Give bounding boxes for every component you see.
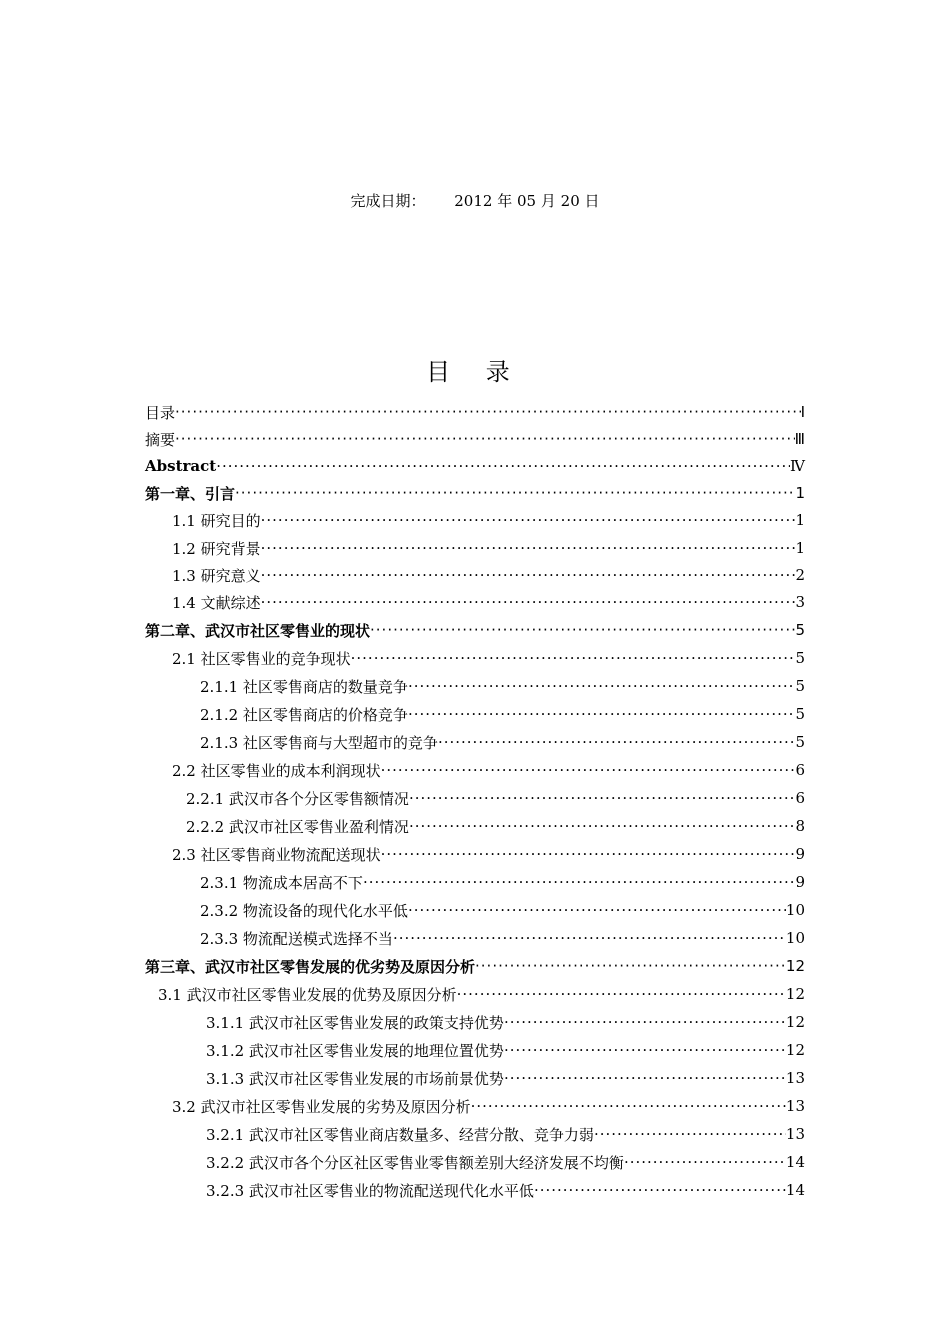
toc-entry-label: 1.3 研究意义 (172, 566, 261, 585)
toc-entry-label: 2.3 社区零售商业物流配送现状 (172, 845, 381, 864)
toc-entry[interactable] (206, 1176, 805, 1204)
toc-entry-label: 3.1.1 武汉市社区零售业发展的政策支持优势 (206, 1013, 504, 1032)
toc-entry[interactable] (206, 1008, 805, 1036)
toc-entry-label: 目录 (145, 403, 176, 422)
toc-entry-label: 2.2.2 武汉市社区零售业盈利情况 (186, 817, 409, 836)
completion-month-unit: 月 (540, 192, 556, 210)
toc-entry[interactable] (145, 616, 805, 644)
completion-date-label: 完成日期： (350, 192, 426, 210)
toc-entry-label: 2.3.3 物流配送模式选择不当 (200, 929, 393, 948)
toc-entry-label: 3.2 武汉市社区零售业发展的劣势及原因分析 (172, 1097, 471, 1116)
toc-entry-page: 10 (785, 901, 805, 919)
toc-entry-page: 12 (785, 1041, 805, 1059)
toc-entry-label: 2.1 社区零售业的竞争现状 (172, 649, 351, 668)
toc-entry-label: 2.2.1 武汉市各个分区零售额情况 (186, 789, 409, 808)
completion-date (0, 190, 950, 211)
toc-entry-page: 9 (795, 845, 805, 863)
toc-entry-page: Ⅲ (794, 430, 805, 448)
completion-year-unit: 年 (497, 192, 513, 210)
toc-entry-page: 1 (795, 484, 805, 502)
toc-entry[interactable] (200, 896, 805, 924)
toc-entry-page: 5 (795, 733, 805, 751)
toc-entry-page: 13 (785, 1069, 805, 1087)
toc-title: 目 录 (426, 358, 524, 386)
toc-entry[interactable] (200, 700, 805, 728)
toc-entry-page: 9 (795, 873, 805, 891)
toc-entry-page: 5 (795, 649, 805, 667)
toc-entry[interactable] (172, 840, 805, 868)
toc-entry[interactable] (206, 1064, 805, 1092)
toc-entry-page: 12 (785, 985, 805, 1003)
toc-entry-label: 2.1.2 社区零售商店的价格竞争 (200, 705, 408, 724)
toc-entry-page: 12 (785, 957, 805, 975)
toc-entry[interactable] (206, 1036, 805, 1064)
toc-entry-label: 3.1.2 武汉市社区零售业发展的地理位置优势 (206, 1041, 504, 1060)
toc-entry[interactable] (145, 952, 805, 980)
toc-entry[interactable] (172, 561, 805, 589)
toc-entry-label: 3.1.3 武汉市社区零售业发展的市场前景优势 (206, 1069, 504, 1088)
toc-entry[interactable] (200, 672, 805, 700)
toc-entry-label: 第二章、武汉市社区零售业的现状 (145, 621, 371, 640)
toc-entry-page: 5 (795, 677, 805, 695)
toc-entry[interactable] (206, 1120, 805, 1148)
toc-entry[interactable] (206, 1148, 805, 1176)
toc-entry-page: I (800, 403, 805, 421)
toc-entry-page: 5 (795, 705, 805, 723)
toc-entry-page: 5 (795, 621, 805, 639)
toc-entry[interactable] (172, 1092, 805, 1120)
toc-entry-page: 6 (795, 761, 805, 779)
toc-entry-page: 13 (785, 1097, 805, 1115)
toc-entry-label: 第一章、引言 (145, 484, 236, 503)
toc-entry-label: 2.3.1 物流成本居高不下 (200, 873, 363, 892)
toc-entry-label: 1.4 文献综述 (172, 593, 261, 612)
toc-entry-page: 13 (785, 1125, 805, 1143)
toc-entry-label: 摘要 (145, 430, 176, 449)
toc-entry[interactable] (200, 868, 805, 896)
completion-day-unit: 日 (584, 192, 600, 210)
toc-entry[interactable] (145, 452, 805, 480)
toc-entry-page: 14 (785, 1153, 805, 1171)
toc-entry[interactable] (145, 425, 805, 453)
toc-entry[interactable] (172, 644, 805, 672)
toc-entry-label: Abstract (145, 457, 217, 475)
toc-entry[interactable] (200, 728, 805, 756)
toc-entry[interactable] (145, 398, 805, 426)
completion-day: 20 (560, 192, 580, 210)
toc-entry[interactable] (172, 588, 805, 616)
toc-entry-page: 6 (795, 789, 805, 807)
toc-entry-page: 1 (795, 539, 805, 557)
toc-entry[interactable] (186, 784, 805, 812)
toc-entry[interactable] (172, 534, 805, 562)
toc-entry-label: 3.2.3 武汉市社区零售业的物流配送现代化水平低 (206, 1181, 534, 1200)
completion-year: 2012 (454, 192, 493, 210)
toc-entry-label: 2.1.3 社区零售商与大型超市的竞争 (200, 733, 438, 752)
toc-entry-label: 3.2.1 武汉市社区零售业商店数量多、经营分散、竞争力弱 (206, 1125, 594, 1144)
toc-entry-label: 第三章、武汉市社区零售发展的优劣势及原因分析 (145, 957, 476, 976)
toc-entry-page: 14 (785, 1181, 805, 1199)
toc-entry[interactable] (200, 924, 805, 952)
toc-entry[interactable] (158, 980, 805, 1008)
toc-entry-page: 10 (785, 929, 805, 947)
toc-entry[interactable] (145, 479, 805, 507)
toc-entry-label: 2.1.1 社区零售商店的数量竞争 (200, 677, 408, 696)
toc-entry-label: 2.3.2 物流设备的现代化水平低 (200, 901, 408, 920)
toc-entry-page: 1 (795, 511, 805, 529)
toc-entry[interactable] (172, 756, 805, 784)
toc-entry-label: 2.2 社区零售业的成本利润现状 (172, 761, 381, 780)
toc-entry-label: 1.1 研究目的 (172, 511, 261, 530)
toc-entry-page: 3 (795, 593, 805, 611)
toc-entry[interactable] (172, 506, 805, 534)
toc-entry-page: 8 (795, 817, 805, 835)
toc-entry-page: 2 (795, 566, 805, 584)
completion-month: 05 (517, 192, 537, 210)
toc-entry[interactable] (186, 812, 805, 840)
toc-entry-label: 3.2.2 武汉市各个分区社区零售业零售额差别大经济发展不均衡 (206, 1153, 624, 1172)
toc-entry-label: 3.1 武汉市社区零售业发展的优势及原因分析 (158, 985, 457, 1004)
toc-entry-page: 12 (785, 1013, 805, 1031)
toc-entry-page: Ⅳ (790, 457, 805, 475)
toc-entry-label: 1.2 研究背景 (172, 539, 261, 558)
